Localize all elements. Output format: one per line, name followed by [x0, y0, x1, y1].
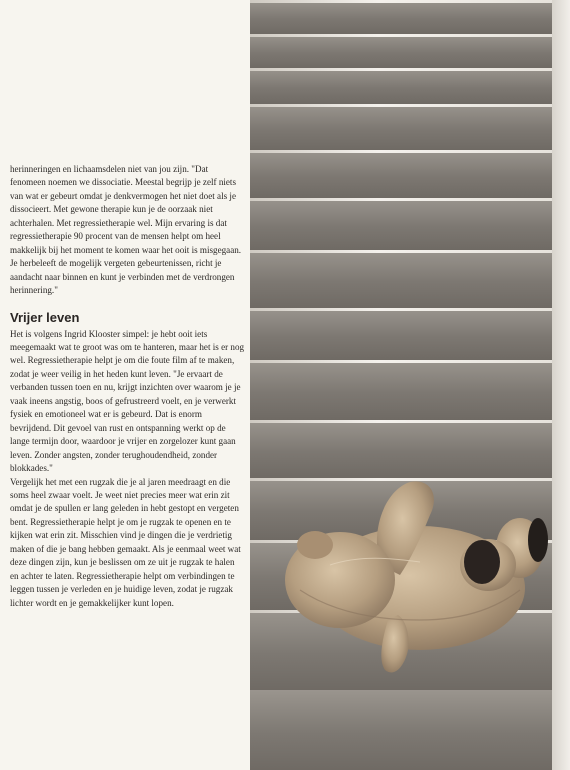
stair-nose — [250, 360, 570, 363]
stair-step — [250, 150, 570, 198]
stair-step — [250, 308, 570, 360]
bear-paw-right — [528, 518, 548, 562]
paragraph-3: Vergelijk het met een rugzak die je al jaren meedraagt en die soms heel zwaar voelt. Je weet niet precies meer wat erin zit omdat je de spullen er lang geleden in hebt gestopt en vergeten bent. Regressietherapie helpt je om je rugzak te openen en te kijken wat erin zit. Misschien vind je dingen die je verdrietig maken of die je bang hebben gemaakt. Als je eenmaal weet wat deze dingen zijn, kun je beslissen om ze uit je rugzak te halen en achter te laten. Regressietherapie helpt om verbindingen te leggen tussen je verleden en je huidige leven, zodat je rugzak lichter wordt en je gemakkelijker kunt lopen. — [10, 476, 241, 608]
stair-nose — [250, 308, 570, 311]
text-column — [0, 0, 250, 770]
stair-step — [250, 0, 570, 34]
stair-step — [250, 198, 570, 250]
paragraph-1: herinneringen en lichaamsdelen niet van jou zijn. "Dat fenomeen noemen we dissociatie. Meestal begrijp je zelf niets van wat er gebeurt omdat je denkvermogen het niet doet als je dissocieert. Met gewone therapie kun je de oorzaak niet achterhalen. Met regressietherapie wel. Mijn ervaring is dat regressietherapie 90 procent van de mensen helpt om heel makkelijk bij het moment te komen waar het ooit is misgegaan. Je herbeleeft de mogelijk vergeten gebeurtenissen, richt je aandacht naar binnen en kunt je verbinden met de verdrongen herinnering." — [10, 164, 242, 296]
bear-ear — [297, 531, 333, 559]
stair-step — [250, 68, 570, 104]
stair-nose — [250, 68, 570, 71]
stairs-photo — [250, 0, 570, 770]
stair-nose — [250, 198, 570, 201]
stair-step — [250, 360, 570, 420]
stair-step — [250, 34, 570, 68]
stair-nose — [250, 420, 570, 423]
stair-nose — [250, 0, 570, 3]
stair-nose — [250, 250, 570, 253]
bear-foot-pad — [464, 540, 500, 584]
stair-step — [250, 104, 570, 150]
section-heading: Vrijer leven — [10, 309, 80, 325]
article-body — [10, 163, 245, 610]
paragraph-2: Het is volgens Ingrid Klooster simpel: je hebt ooit iets meegemaakt wat te groot was om te hanteren, maar het is er nog wel. Regressietherapie helpt je om die foute film af te maken, zodat je weer veilig in het heden kunt leven. "Je ervaart de verbanden tussen toen en nu, krijgt inzichten over waarom je je vaak ineens angstig, boos of gefrustreerd voelt, en je verwerkt fysiek en emotioneel wat er is gebeurd. Dat is enorm bevrijdend. Dit gevoel van rust en ontspanning werkt op de lange termijn door, waardoor je vrijer en zorgelozer kunt gaan leven. Zonder angsten, zonder terughoudendheid, zonder blokkades." — [10, 328, 245, 474]
stair-nose — [250, 34, 570, 37]
teddy-bear-image — [270, 470, 560, 680]
stair-step — [250, 690, 570, 770]
stair-nose — [250, 104, 570, 107]
stair-step — [250, 250, 570, 308]
stair-nose — [250, 150, 570, 153]
